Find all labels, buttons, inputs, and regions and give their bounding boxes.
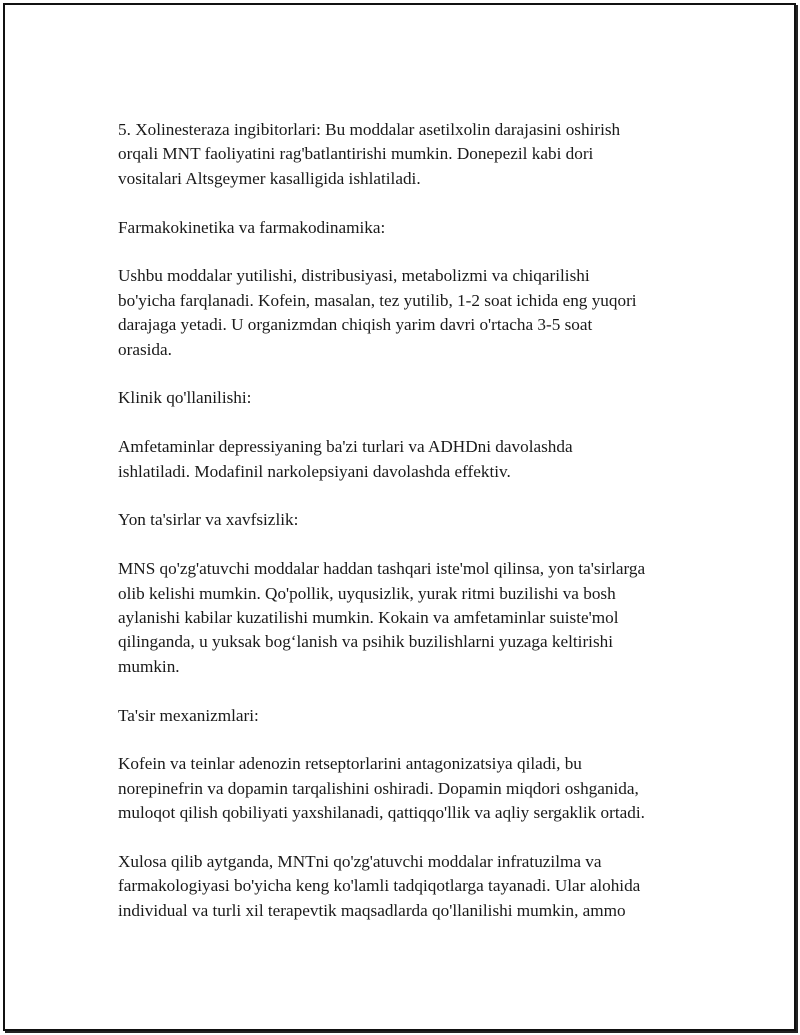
section-heading: Klinik qo'llanilishi: [118,388,252,408]
section-heading: Yon ta'sirlar va xavfsizlik: [118,510,299,530]
heading-tasir-mexanizmlari [118,704,698,728]
text-line: Xulosa qilib aytganda, MNTni qo'zg'atuvchi moddalar infratuzilma va [118,852,602,872]
text-line: Kofein va teinlar adenozin retseptorlarini antagonizatsiya qiladi, bu [118,754,582,774]
text-line: 5. Xolinesteraza ingibitorlari: Bu moddalar asetilxolin darajasini oshirish [118,120,621,139]
text-line: olib kelishi mumkin. Qo'pollik, uyqusizlik, yurak ritmi buzilishi va bosh [118,583,616,603]
text-line: aylanishi kabilar kuzatilishi mumkin. Kokain va amfetaminlar suiste'mol [118,608,619,628]
paragraph-yon-tasirlar [118,557,698,679]
text-line: qilinganda, u yuksak bog‘lanish va psihik buzilishlarni yuzaga keltirishi [118,632,614,652]
text-line: norepinefrin va dopamin tarqalishini oshiradi. Dopamin miqdori oshganida, [118,778,639,798]
text-line: individual va turli xil terapevtik maqsadlarda qo'llanilishi mumkin, ammo [118,900,626,920]
paragraph-klinik [118,435,698,484]
document-body [118,118,698,948]
text-line: mumkin. [118,656,180,676]
section-heading: Farmakokinetika va farmakodinamika: [118,217,386,237]
text-line: vositalari Altsgeymer kasalligida ishlatiladi. [118,168,421,188]
text-line: MNS qo'zg'atuvchi moddalar haddan tashqari iste'mol qilinsa, yon ta'sirlarga [118,559,646,579]
text-line: darajaga yetadi. U organizmdan chiqish yarim davri o'rtacha 3-5 soat [118,315,593,335]
paragraph-xulosa [118,850,698,923]
text-line: Amfetaminlar depressiyaning ba'zi turlari va ADHDni davolashda [118,437,573,457]
heading-farmakokinetika [118,216,698,240]
text-line: muloqot qilish qobiliyati yaxshilanadi, qattiqqo'llik va aqliy sergaklik ortadi. [118,803,645,823]
text-line: orasida. [118,339,172,359]
heading-klinik [118,386,698,410]
paragraph-tasir-mexanizmlari [118,752,698,825]
paragraph-xolinesteraza [118,118,698,191]
text-line: farmakologiyasi bo'yicha keng ko'lamli tadqiqotlarga tayanadi. Ular alohida [118,876,641,896]
text-line: orqali MNT faoliyatini rag'batlantirishi mumkin. Donepezil kabi dori [118,144,594,164]
text-line: bo'yicha farqlanadi. Kofein, masalan, tez yutilib, 1-2 soat ichida eng yuqori [118,290,637,310]
paragraph-farmakokinetika [118,264,698,362]
section-heading: Ta'sir mexanizmlari: [118,705,259,725]
text-line: ishlatiladi. Modafinil narkolepsiyani davolashda effektiv. [118,461,511,481]
heading-yon-tasirlar [118,508,698,532]
text-line: Ushbu moddalar yutilishi, distribusiyasi, metabolizmi va chiqarilishi [118,266,590,286]
